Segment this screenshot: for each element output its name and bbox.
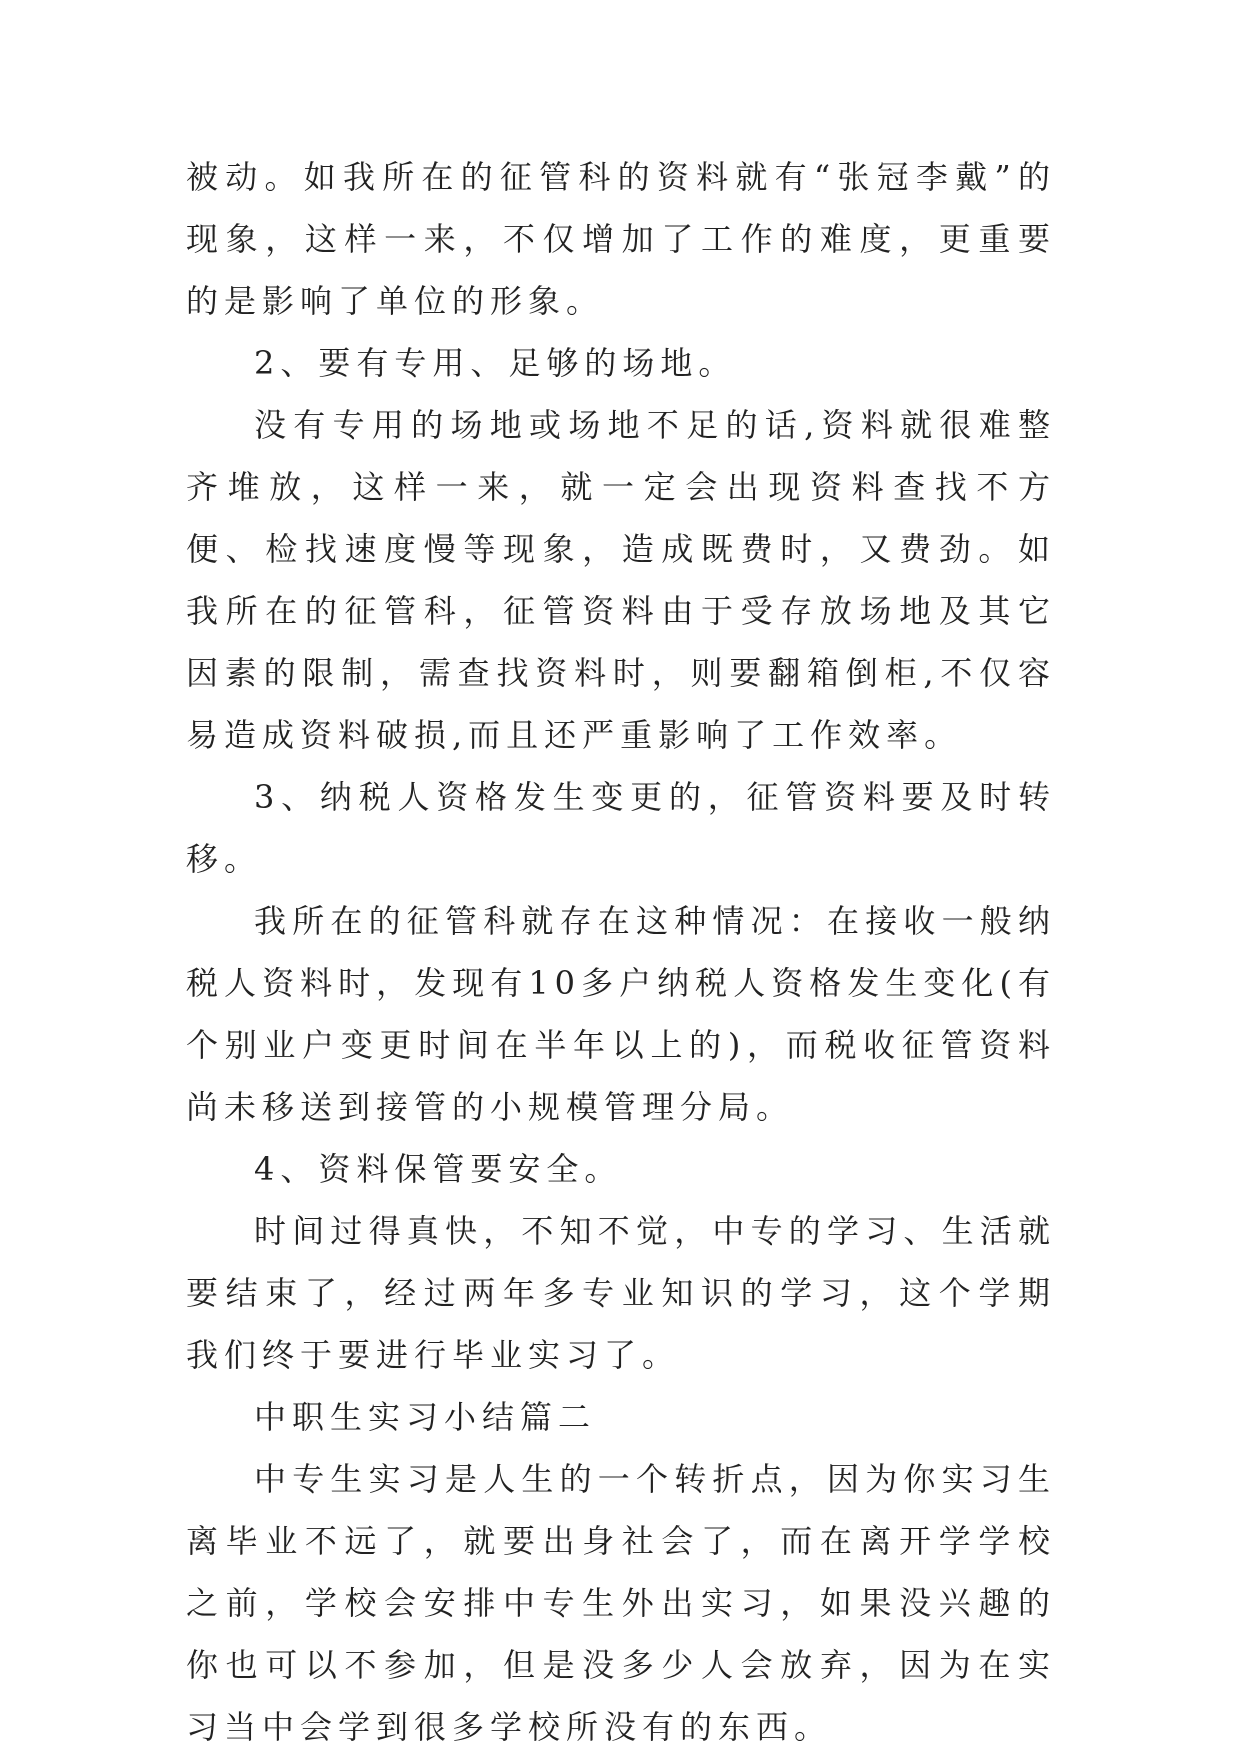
document-body (186, 146, 1056, 1758)
paragraph-2-heading: 2、要有专用、足够的场地。 (254, 344, 737, 382)
paragraph-9: 中专生实习是人生的一个转折点，因为你实习生离毕业不远了，就要出身社会了，而在离开学学校之前，学校会安排中专生外出实习，如果没兴趣的你也可以不参加，但是没多少人会放弃，因为在实习当中会学到很多学校所没有的东西。 (186, 1460, 1056, 1746)
paragraph-3: 没有专用的场地或场地不足的话,资料就很难整齐堆放，这样一来，就一定会出现资料查找不方便、检找速度慢等现象，造成既费时，又费劲。如我所在的征管科，征管资料由于受存放场地及其它因素的限制，需查找资料时，则要翻箱倒柜,不仅容易造成资料破损,而且还严重影响了工作效率。 (186, 406, 1056, 754)
section-title: 中职生实习小结篇二 (254, 1398, 597, 1436)
paragraph-5: 我所在的征管科就存在这种情况：在接收一般纳税人资料时，发现有10多户纳税人资格发生变化(有个别业户变更时间在半年以上的)，而税收征管资料尚未移送到接管的小规模管理分局。 (186, 902, 1056, 1126)
paragraph-4-heading: 3、纳税人资格发生变更的，征管资料要及时转移。 (186, 778, 1056, 878)
paragraph-1: 被动。如我所在的征管科的资料就有“张冠李戴”的现象，这样一来，不仅增加了工作的难度，更重要的是影响了单位的形象。 (186, 158, 1056, 320)
paragraph-7: 时间过得真快，不知不觉，中专的学习、生活就要结束了，经过两年多专业知识的学习，这个学期我们终于要进行毕业实习了。 (186, 1212, 1056, 1374)
paragraph-6-heading: 4、资料保管要安全。 (254, 1150, 623, 1188)
